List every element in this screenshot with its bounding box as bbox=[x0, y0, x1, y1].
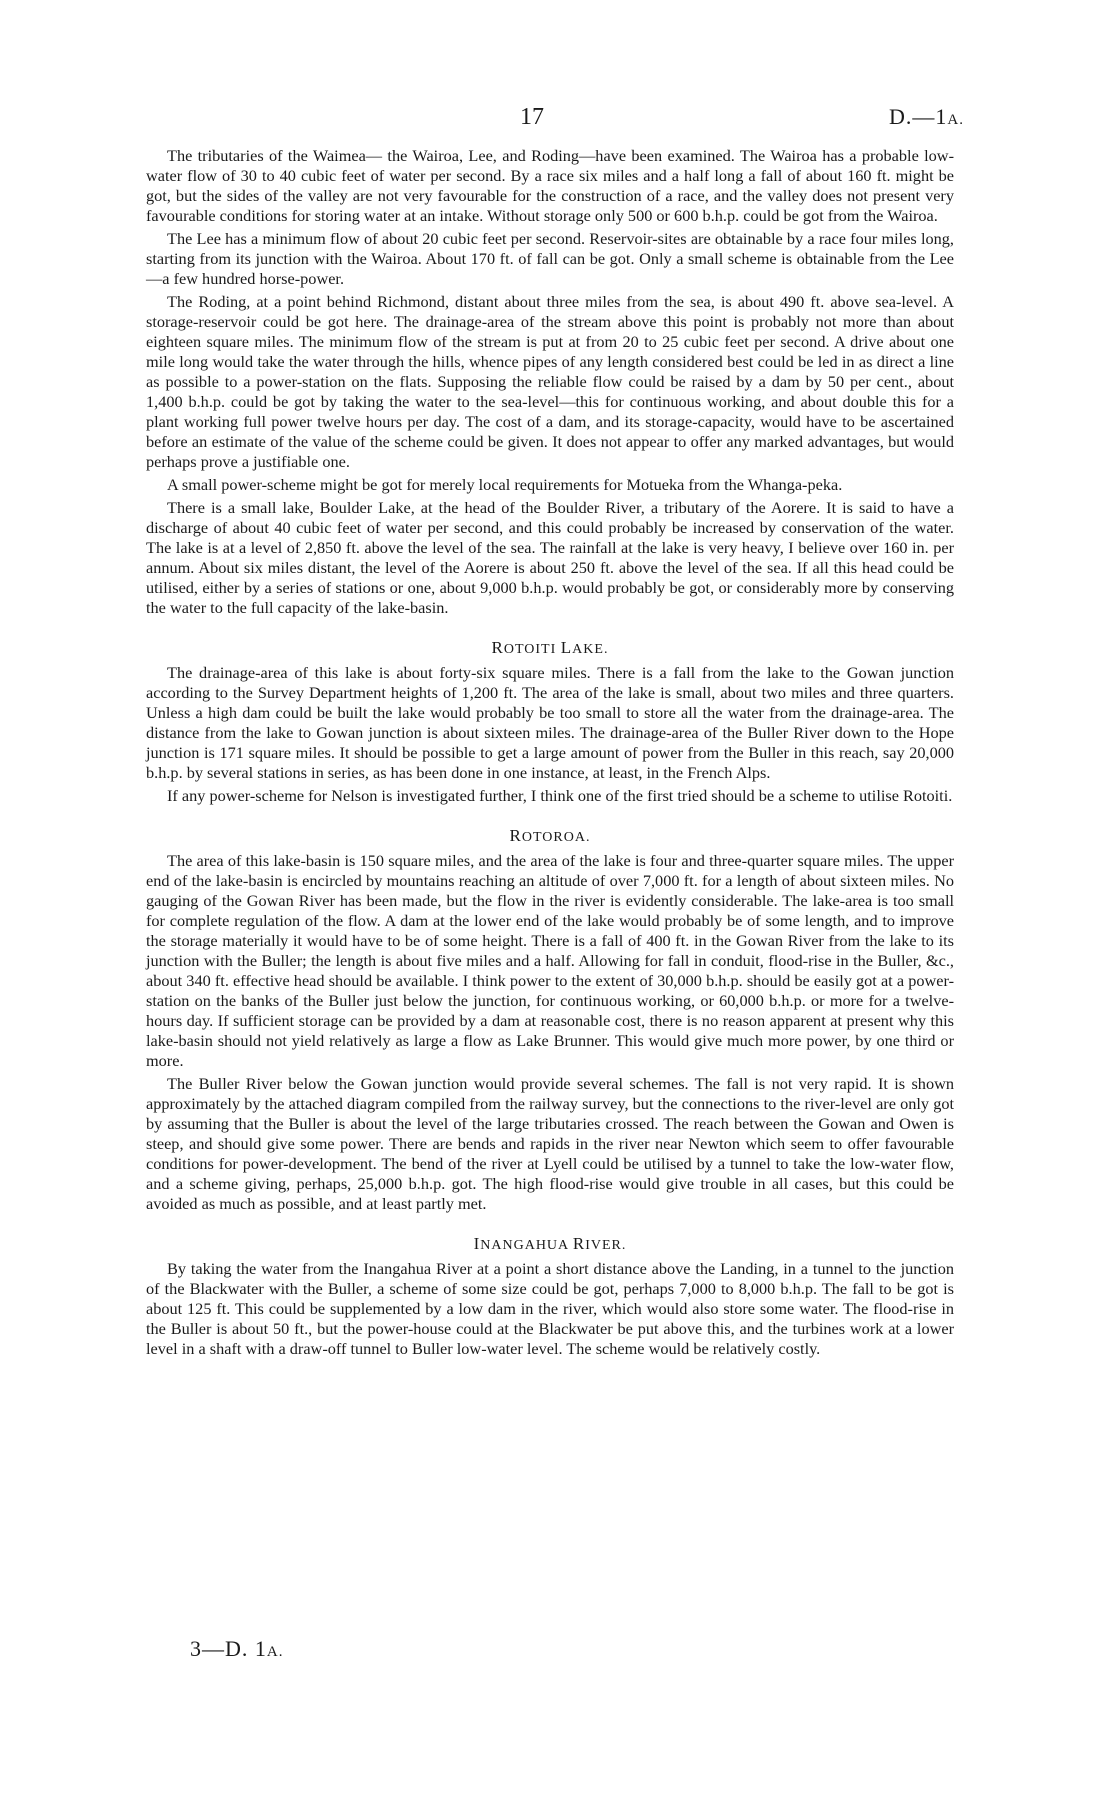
paragraph-motueka: A small power-scheme might be got for merely local requirements for Motueka from the Whanga-peka. bbox=[167, 475, 843, 494]
paragraph-lee: The Lee has a minimum flow of about 20 cubic feet per second. Reservoir-sites are obtainable by a race four miles long, starting from its junction with the Wairoa. About 170 ft. of fall can be got. Only a small scheme is obtainable from the Lee—a few hundred horse-power. bbox=[146, 229, 954, 288]
paragraph-boulder-lake: There is a small lake, Boulder Lake, at the head of the Boulder River, a tributary of the Aorere. It is said to have a discharge of about 40 cubic feet of water per second, and this could probably be increased by conservation of the water. The lake is at a level of 2,850 ft. above the level of the sea. The rainfall at the lake is very heavy, I believe over 160 in. per annum. About six miles distant, the level of the Aorere is about 250 ft. above the level of the sea. If all this head could be utilised, either by a series of stations or one, about 9,000 b.h.p. would probably be got, or considerably more by conserving the water to the full capacity of the lake-basin. bbox=[146, 498, 954, 617]
paragraph-buller-river: The Buller River below the Gowan junction would provide several schemes. The fall is not very rapid. It is shown approximately by the attached diagram compiled from the railway survey, but the connections to the river-level are only got by assuming that the Buller is about the level of the large tributaries crossed. The reach between the Gowan and Owen is steep, and should give some power. There are bends and rapids in the river near Newton which seem to offer favourable conditions for power-development. The bend of the river at Lyell could be utilised by a tunnel to take the low-water flow, and a scheme giving, perhaps, 25,000 b.h.p. got. The high flood-rise would give trouble in all cases, but this could be avoided as much as possible, and at least partly met. bbox=[146, 1074, 954, 1213]
paragraph-rotoiti-nelson: If any power-scheme for Nelson is investigated further, I think one of the first tried should be a scheme to utilise Rotoiti. bbox=[167, 786, 953, 805]
document-reference bbox=[889, 104, 964, 130]
paragraph-roding: The Roding, at a point behind Richmond, distant about three miles from the sea, is about 490 ft. above sea-level. A storage-reservoir could be got here. The drainage-area of the stream above this point is probably not more than about eighteen square miles. The minimum flow of the stream is put at from 20 to 25 cubic feet per second. A drive about one mile long would take the water through the hills, whence pipes of any length considered best could be led in as direct a line as possible to a power-station on the flats. Supposing the reliable flow could be raised by a dam by 50 per cent., about 1,400 b.h.p. could be got by taking the water to the sea-level—this for continuous working, and about double this for a plant working full power twelve hours per day. The cost of a dam, and its storage-capacity, would have to be ascertained before an estimate of the value of the scheme could be given. It does not appear to offer any marked advantages, but would perhaps prove a justifiable one. bbox=[146, 292, 954, 471]
section-heading-inangahua: INANGAHUA RIVER. bbox=[473, 1234, 627, 1253]
paragraph-rotoiti-drainage: The drainage-area of this lake is about forty-six square miles. There is a fall from the lake to the Gowan junction according to the Survey Department heights of 1,200 ft. The area of the lake is small, about two miles and three quarters. Unless a high dam could be built the lake would probably be too small to store all the water from the drainage-area. The distance from the lake to Gowan junction is about sixteen miles. The drainage-area of the Buller River down to the Hope junction is 171 square miles. It should be possible to get a large amount of power from the Buller in this reach, say 20,000 b.h.p. by several stations in series, as has been done in one instance, at least, in the French Alps. bbox=[146, 663, 954, 782]
page-header bbox=[0, 104, 1114, 134]
document-reference-main: D.—1 bbox=[889, 104, 948, 129]
page-body bbox=[146, 146, 954, 1362]
paragraph-rotoroa-basin: The area of this lake-basin is 150 square miles, and the area of the lake is four and three-quarter square miles. The upper end of the lake-basin is encircled by mountains reaching an altitude of over 7,000 ft. for a length of about sixteen miles. No gauging of the Gowan River has been made, but the flow in the river is evidently considerable. The lake-area is too small for complete regulation of the flow. A dam at the lower end of the lake would probably be of some length, and to improve the storage materially it would have to be of some height. There is a fall of 400 ft. in the Gowan River from the lake to its junction with the Buller; the length is about five miles and a half. Allowing for fall in conduit, flood-rise in the Buller, &c., about 340 ft. effective head should be available. I think power to the extent of 30,000 b.h.p. should be easily got at a power-station on the banks of the Buller just below the junction, for continuous working, or 60,000 b.h.p. or more for a twelve-hours day. If sufficient storage can be provided by a dam at reasonable cost, there is no reason apparent at present why this lake-basin should not yield relatively as large a flow as Lake Brunner. This would give much more power, by one third or more. bbox=[146, 851, 954, 1070]
signature-reference: 3—D. 1A. bbox=[190, 1636, 284, 1661]
page-number: 17 bbox=[520, 104, 544, 130]
document-reference-suffix: A. bbox=[947, 112, 964, 128]
paragraph-inangahua-scheme: By taking the water from the Inangahua River at a point a short distance above the Landing, in a tunnel to the junction of the Blackwater with the Buller, a scheme of some size could be got, perhaps 7,000 to 8,000 b.h.p. The fall to be got is about 125 ft. This could be supplemented by a low dam in the river, which would also store some water. The flood-rise in the Buller is about 50 ft., but the power-house could at the Blackwater be put above this, and the turbines work at a lower level in a shaft with a draw-off tunnel to Buller low-water level. The scheme would be relatively costly. bbox=[146, 1259, 954, 1358]
section-heading-rotoroa: ROTOROA. bbox=[509, 826, 591, 845]
section-heading-rotoiti: ROTOITI LAKE. bbox=[491, 638, 609, 657]
paragraph-tributaries: The tributaries of the Waimea— the Wairoa, Lee, and Roding—have been examined. The Wairoa has a probable low-water flow of 30 to 40 cubic feet of water per second. By a race six miles and a half long a fall of about 160 ft. might be got, but the sides of the valley are not very favourable for the construction of a race, and the valley does not present very favourable conditions for storing water at an intake. Without storage only 500 or 600 b.h.p. could be got from the Wairoa. bbox=[146, 146, 954, 225]
